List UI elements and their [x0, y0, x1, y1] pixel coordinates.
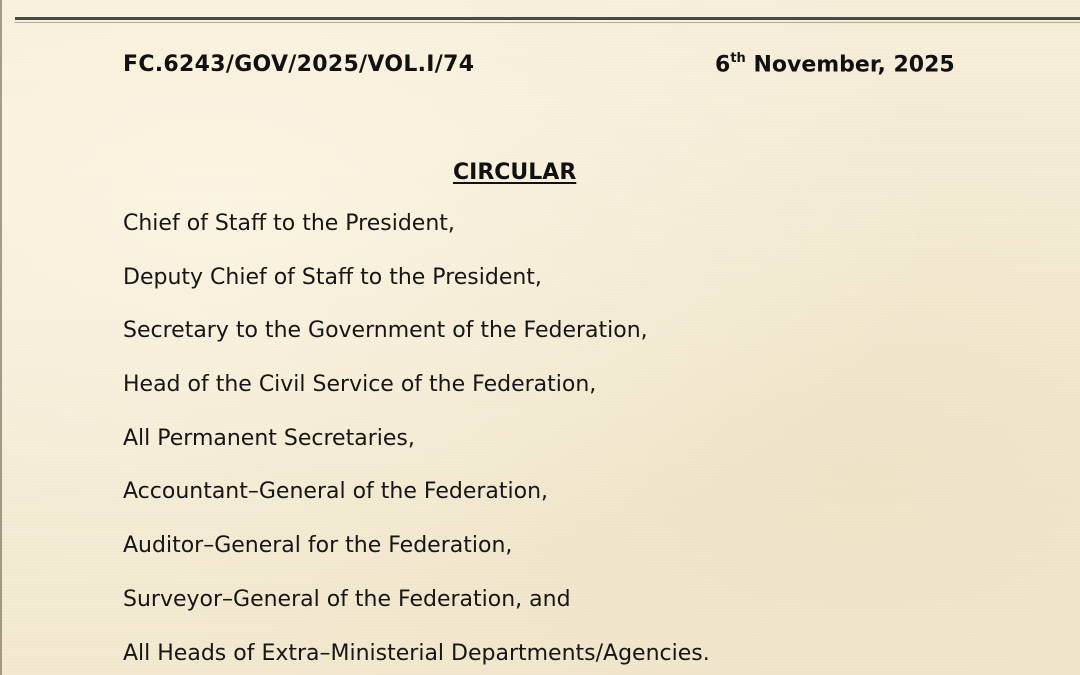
reference-number: FC.6243/GOV/2025/VOL.I/74	[123, 52, 475, 77]
recipient-item: Head of the Civil Service of the Federation,	[123, 372, 597, 398]
recipient-item: Surveyor–General of the Federation, and	[123, 586, 571, 612]
recipient-item: All Heads of Extra–Ministerial Departments/Agencies.	[123, 640, 710, 666]
recipient-item: Accountant–General of the Federation,	[123, 479, 549, 505]
letterhead-rule	[15, 17, 1080, 20]
recipient-item: All Permanent Secretaries,	[123, 425, 415, 451]
date-rest: November, 2025	[745, 52, 955, 78]
recipient-item: Auditor–General for the Federation,	[123, 533, 513, 559]
recipient-item: Chief of Staff to the President,	[123, 211, 455, 236]
page-edge	[0, 0, 2, 675]
recipient-list	[123, 211, 710, 675]
document-title: CIRCULAR	[453, 160, 577, 185]
date-day: 6	[715, 52, 731, 78]
letterhead-rule-thin	[15, 22, 1080, 23]
document-date	[715, 52, 955, 77]
recipient-item: Secretary to the Government of the Federation,	[123, 318, 648, 344]
recipient-item: Deputy Chief of Staff to the President,	[123, 264, 542, 290]
date-suffix: th	[730, 51, 746, 66]
